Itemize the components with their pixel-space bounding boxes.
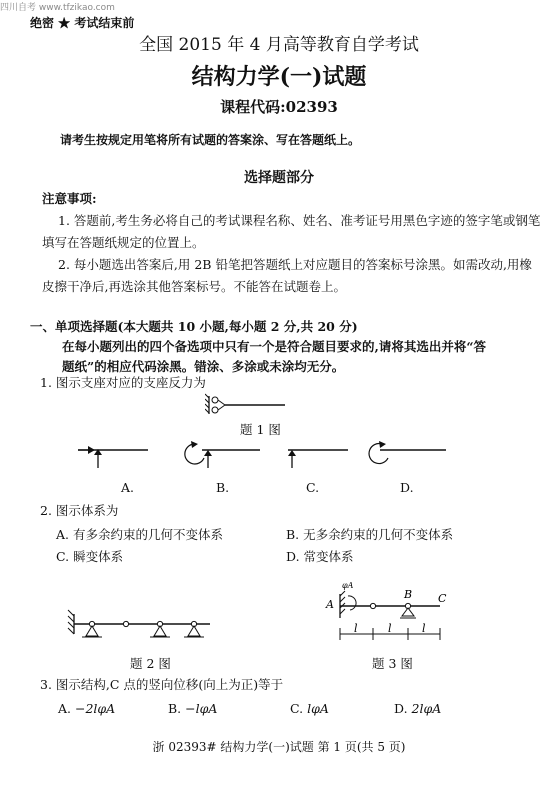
part1-desc-line-2: 题纸”的相应代码涂黑。错涂、多涂或未涂均无分。 xyxy=(62,359,345,374)
q3-span-3: l xyxy=(422,622,426,635)
page-footer: 浙 02393# 结构力学(一)试题 第 1 页(共 5 页) xyxy=(152,740,406,754)
secret-label: 绝密 ★ 考试结束前 xyxy=(30,16,135,30)
answer-instruction: 请考生按规定用笔将所有试题的答案涂、写在答题纸上。 xyxy=(60,133,361,147)
q3-stem: 3. 图示结构,C 点的竖向位移(向上为正)等于 xyxy=(40,677,284,692)
q1-option-a-figure xyxy=(78,440,168,470)
q3-option-d: D. 2lφA xyxy=(394,701,442,716)
q2-stem: 2. 图示体系为 xyxy=(40,503,119,518)
part1-desc-line-1: 在每小题列出的四个备选项中只有一个是符合题目要求的,请将其选出并将“答 xyxy=(62,339,487,354)
q1-option-b: B. xyxy=(216,480,230,495)
q3-phi-label: φA xyxy=(342,581,354,590)
q2-option-b: B. 无多余约束的几何不变体系 xyxy=(286,527,454,542)
part1-heading: 一、单项选择题(本大题共 10 小题,每小题 2 分,共 20 分) xyxy=(30,319,358,334)
q3-span-2: l xyxy=(388,622,392,635)
q2-structure-figure xyxy=(62,604,222,644)
q2-option-d: D. 常变体系 xyxy=(286,549,354,564)
note-1-line-1: 1. 答题前,考生务必将自己的考试课程名称、姓名、准考证号用黑色字迹的签字笔或钢笔 xyxy=(58,213,541,228)
q3-figure-label: 题 3 图 xyxy=(372,656,413,671)
q2-option-a: A. 有多余约束的几何不变体系 xyxy=(56,527,223,542)
exam-title: 全国 2015 年 4 月高等教育自学考试 xyxy=(139,35,419,55)
notes-heading: 注意事项: xyxy=(42,191,97,206)
subject-title: 结构力学(一)试题 xyxy=(191,64,367,90)
note-2-line-1: 2. 每小题选出答案后,用 2B 铅笔把答题纸上对应题目的答案标号涂黑。如需改动,用橡 xyxy=(58,257,532,272)
q3-point-c: C xyxy=(438,592,447,605)
q1-option-c-figure xyxy=(282,440,362,470)
q3-point-b: B xyxy=(404,588,413,601)
q1-support-figure xyxy=(205,392,295,418)
q3-option-a: A. −2lφA xyxy=(58,701,116,716)
q1-option-a: A. xyxy=(121,480,135,495)
q1-figure-label: 题 1 图 xyxy=(240,422,281,437)
watermark: 四川自考 www.tfzikao.com xyxy=(0,3,115,13)
q3-structure-figure xyxy=(320,578,455,648)
q3-option-c: C. lφA xyxy=(290,701,329,716)
section-title: 选择题部分 xyxy=(244,170,314,186)
q1-option-b-figure xyxy=(180,440,270,470)
note-2-line-2: 皮擦干净后,再选涂其他答案标号。不能答在试题卷上。 xyxy=(42,279,346,294)
course-code: 课程代码:02393 xyxy=(220,98,338,116)
q3-point-a: A xyxy=(326,598,334,611)
q3-option-b: B. −lφA xyxy=(168,701,218,716)
q3-span-1: l xyxy=(354,622,358,635)
q2-figure-label: 题 2 图 xyxy=(130,656,171,671)
q2-option-c: C. 瞬变体系 xyxy=(56,549,124,564)
q1-option-c: C. xyxy=(306,480,320,495)
note-1-line-2: 填写在答题纸规定的位置上。 xyxy=(42,235,205,250)
q1-stem: 1. 图示支座对应的支座反力为 xyxy=(40,375,206,390)
q1-option-d: D. xyxy=(400,480,414,495)
q1-option-d-figure xyxy=(366,440,456,470)
